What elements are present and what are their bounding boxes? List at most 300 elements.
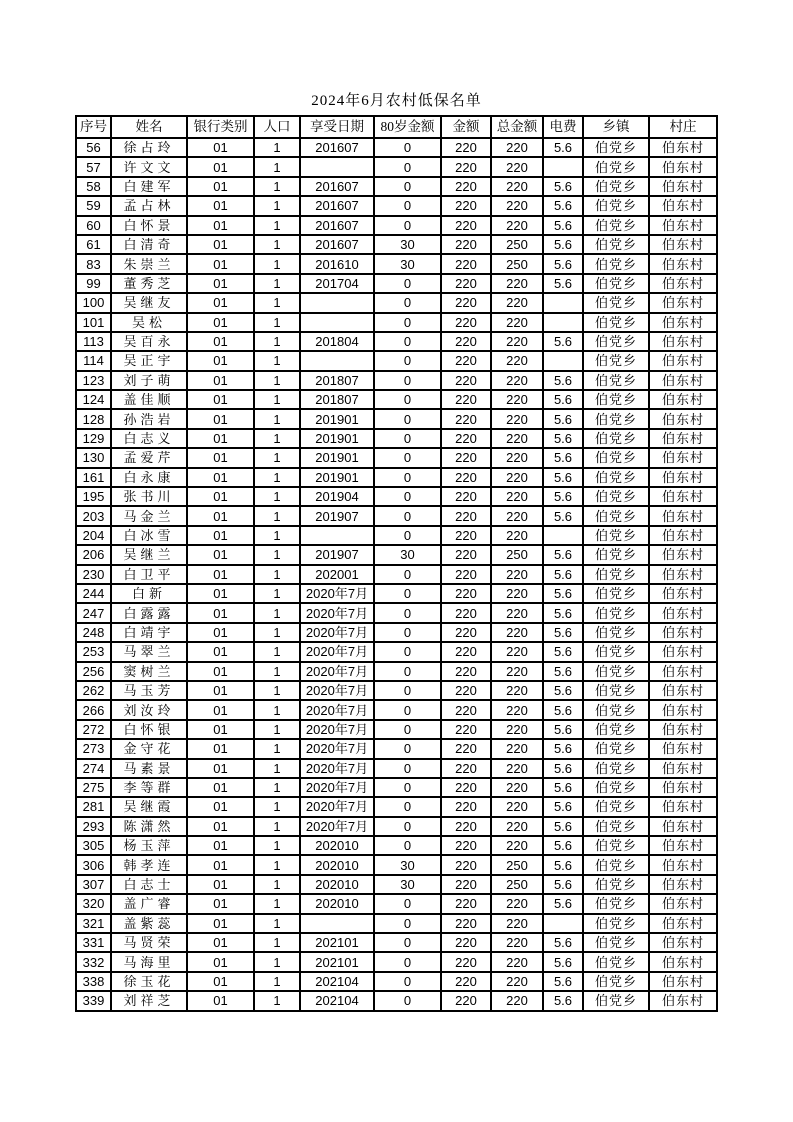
table-cell: 1 <box>254 662 300 681</box>
table-cell: 202010 <box>300 875 374 894</box>
table-cell: 伯东村 <box>649 138 717 157</box>
table-cell: 伯东村 <box>649 720 717 739</box>
table-row <box>76 293 717 312</box>
table-cell: 01 <box>187 642 254 661</box>
table-cell: 0 <box>374 468 441 487</box>
table-cell: 1 <box>254 933 300 952</box>
table-cell: 1 <box>254 991 300 1010</box>
table-cell: 伯党乡 <box>583 351 649 370</box>
table-row <box>76 448 717 467</box>
table-cell: 201901 <box>300 429 374 448</box>
table-cell: 徐占玲 <box>111 138 187 157</box>
table-cell: 伯东村 <box>649 351 717 370</box>
table-cell: 5.6 <box>543 565 583 584</box>
table-cell <box>543 526 583 545</box>
table-cell: 250 <box>491 254 543 273</box>
table-cell: 5.6 <box>543 409 583 428</box>
table-cell: 5.6 <box>543 662 583 681</box>
table-cell: 0 <box>374 952 441 971</box>
table-cell: 5.6 <box>543 700 583 719</box>
table-row <box>76 894 717 913</box>
table-cell: 01 <box>187 293 254 312</box>
table-row <box>76 952 717 971</box>
table-cell: 吴继兰 <box>111 545 187 564</box>
table-cell: 5.6 <box>543 371 583 390</box>
table-cell: 李等群 <box>111 778 187 797</box>
table-cell: 201901 <box>300 409 374 428</box>
table-cell: 5.6 <box>543 274 583 293</box>
table-cell: 01 <box>187 332 254 351</box>
table-cell: 伯东村 <box>649 817 717 836</box>
table-cell: 281 <box>76 797 111 816</box>
table-cell: 220 <box>441 972 491 991</box>
table-cell: 01 <box>187 177 254 196</box>
table-cell: 128 <box>76 409 111 428</box>
table-cell: 5.6 <box>543 216 583 235</box>
table-cell: 220 <box>491 797 543 816</box>
table-cell: 201607 <box>300 138 374 157</box>
table-cell: 伯东村 <box>649 254 717 273</box>
table-cell: 201807 <box>300 390 374 409</box>
table-cell: 220 <box>491 739 543 758</box>
table-cell <box>543 293 583 312</box>
table-cell: 伯党乡 <box>583 894 649 913</box>
table-cell: 5.6 <box>543 623 583 642</box>
table-row <box>76 720 717 739</box>
table-cell: 220 <box>441 875 491 894</box>
table-cell: 伯东村 <box>649 894 717 913</box>
table-cell: 220 <box>441 254 491 273</box>
table-cell: 马素景 <box>111 759 187 778</box>
table-cell: 30 <box>374 235 441 254</box>
table-cell: 吴正宇 <box>111 351 187 370</box>
table-cell: 220 <box>491 991 543 1010</box>
table-cell: 220 <box>441 797 491 816</box>
table-cell: 220 <box>491 894 543 913</box>
table-cell: 5.6 <box>543 545 583 564</box>
table-cell: 1 <box>254 952 300 971</box>
table-cell: 220 <box>491 332 543 351</box>
table-cell: 201607 <box>300 235 374 254</box>
table-cell: 338 <box>76 972 111 991</box>
table-cell: 1 <box>254 196 300 215</box>
table-row <box>76 138 717 157</box>
table-cell: 0 <box>374 429 441 448</box>
table-cell: 01 <box>187 448 254 467</box>
table-cell: 0 <box>374 138 441 157</box>
table-cell: 220 <box>491 274 543 293</box>
table-cell: 伯东村 <box>649 778 717 797</box>
table-cell: 伯党乡 <box>583 196 649 215</box>
table-row <box>76 196 717 215</box>
table-row <box>76 177 717 196</box>
table-cell: 01 <box>187 914 254 933</box>
table-cell: 1 <box>254 836 300 855</box>
column-header: 80岁金额 <box>374 116 441 138</box>
table-cell: 5.6 <box>543 390 583 409</box>
table-cell: 2020年7月 <box>300 797 374 816</box>
table-cell: 161 <box>76 468 111 487</box>
table-cell: 58 <box>76 177 111 196</box>
table-cell: 339 <box>76 991 111 1010</box>
table-cell: 伯东村 <box>649 235 717 254</box>
table-cell: 220 <box>491 952 543 971</box>
table-row <box>76 875 717 894</box>
table-cell: 伯党乡 <box>583 565 649 584</box>
table-row <box>76 817 717 836</box>
table-cell: 1 <box>254 526 300 545</box>
table-cell: 201704 <box>300 274 374 293</box>
table-header <box>76 116 717 138</box>
table-cell: 60 <box>76 216 111 235</box>
table-cell: 220 <box>441 565 491 584</box>
table-cell <box>300 351 374 370</box>
table-cell: 01 <box>187 487 254 506</box>
table-row <box>76 526 717 545</box>
table-cell: 伯党乡 <box>583 138 649 157</box>
table-cell: 99 <box>76 274 111 293</box>
table-cell: 2020年7月 <box>300 662 374 681</box>
table-cell: 伯东村 <box>649 429 717 448</box>
table-cell: 伯党乡 <box>583 952 649 971</box>
table-cell: 伯东村 <box>649 371 717 390</box>
table-cell: 293 <box>76 817 111 836</box>
table-cell: 220 <box>441 778 491 797</box>
table-cell: 伯东村 <box>649 487 717 506</box>
table-cell: 5.6 <box>543 468 583 487</box>
table-cell: 1 <box>254 506 300 525</box>
table-cell: 01 <box>187 952 254 971</box>
table-cell: 01 <box>187 351 254 370</box>
table-cell: 220 <box>441 196 491 215</box>
table-cell: 201607 <box>300 196 374 215</box>
table-row <box>76 371 717 390</box>
table-cell: 220 <box>491 681 543 700</box>
table-cell: 220 <box>491 526 543 545</box>
table-row <box>76 623 717 642</box>
table-cell: 220 <box>441 894 491 913</box>
table-cell: 伯党乡 <box>583 429 649 448</box>
table-cell: 253 <box>76 642 111 661</box>
table-cell: 220 <box>441 216 491 235</box>
table-cell: 332 <box>76 952 111 971</box>
table-cell: 220 <box>441 662 491 681</box>
column-header: 电费 <box>543 116 583 138</box>
table-cell: 220 <box>441 235 491 254</box>
table-cell: 伯党乡 <box>583 623 649 642</box>
table-cell: 250 <box>491 235 543 254</box>
table-cell: 220 <box>491 468 543 487</box>
table-cell: 220 <box>491 817 543 836</box>
table-cell: 230 <box>76 565 111 584</box>
table-cell: 220 <box>491 584 543 603</box>
table-cell: 0 <box>374 177 441 196</box>
table-cell: 01 <box>187 409 254 428</box>
table-cell: 马贤荣 <box>111 933 187 952</box>
table-cell: 0 <box>374 603 441 622</box>
table-cell: 5.6 <box>543 429 583 448</box>
table-cell: 220 <box>441 274 491 293</box>
table-cell: 0 <box>374 293 441 312</box>
table-cell: 1 <box>254 332 300 351</box>
table-cell: 201901 <box>300 468 374 487</box>
table-cell: 5.6 <box>543 177 583 196</box>
table-cell: 许文文 <box>111 157 187 176</box>
table-cell: 01 <box>187 875 254 894</box>
table-cell: 123 <box>76 371 111 390</box>
table-cell: 220 <box>491 429 543 448</box>
table-cell: 伯党乡 <box>583 797 649 816</box>
table-cell: 220 <box>491 720 543 739</box>
column-header: 姓名 <box>111 116 187 138</box>
table-cell: 220 <box>491 196 543 215</box>
table-cell: 伯党乡 <box>583 855 649 874</box>
table-cell: 220 <box>441 429 491 448</box>
table-cell: 伯东村 <box>649 293 717 312</box>
table-cell <box>300 157 374 176</box>
table-cell: 248 <box>76 623 111 642</box>
table-cell: 伯党乡 <box>583 914 649 933</box>
table-cell: 0 <box>374 526 441 545</box>
table-cell: 204 <box>76 526 111 545</box>
table-cell: 2020年7月 <box>300 759 374 778</box>
header-row <box>76 116 717 138</box>
table-cell: 321 <box>76 914 111 933</box>
table-cell: 01 <box>187 623 254 642</box>
table-row <box>76 584 717 603</box>
table-cell: 陈潇然 <box>111 817 187 836</box>
column-header: 村庄 <box>649 116 717 138</box>
welfare-roster-table <box>75 115 718 1012</box>
table-cell: 5.6 <box>543 817 583 836</box>
table-cell: 01 <box>187 506 254 525</box>
table-cell: 01 <box>187 855 254 874</box>
table-row <box>76 972 717 991</box>
table-cell: 1 <box>254 545 300 564</box>
table-cell: 2020年7月 <box>300 720 374 739</box>
table-cell: 伯东村 <box>649 332 717 351</box>
table-cell: 伯党乡 <box>583 390 649 409</box>
table-cell: 0 <box>374 487 441 506</box>
table-cell: 白怀银 <box>111 720 187 739</box>
table-cell: 01 <box>187 526 254 545</box>
table-cell <box>300 293 374 312</box>
table-cell: 伯东村 <box>649 952 717 971</box>
table-cell: 伯东村 <box>649 506 717 525</box>
table-cell: 01 <box>187 759 254 778</box>
table-cell: 伯东村 <box>649 933 717 952</box>
table-cell: 266 <box>76 700 111 719</box>
table-cell: 杨玉萍 <box>111 836 187 855</box>
table-cell: 01 <box>187 390 254 409</box>
table-cell: 01 <box>187 797 254 816</box>
table-cell: 5.6 <box>543 332 583 351</box>
table-cell: 201804 <box>300 332 374 351</box>
table-cell: 220 <box>491 836 543 855</box>
column-header: 银行类别 <box>187 116 254 138</box>
table-cell: 0 <box>374 216 441 235</box>
table-cell: 220 <box>441 991 491 1010</box>
table-cell: 5.6 <box>543 720 583 739</box>
table-cell: 伯党乡 <box>583 235 649 254</box>
table-cell: 220 <box>441 739 491 758</box>
table-cell: 孙浩岩 <box>111 409 187 428</box>
table-cell: 5.6 <box>543 797 583 816</box>
table-cell: 220 <box>491 371 543 390</box>
table-cell: 伯党乡 <box>583 274 649 293</box>
table-cell: 马翠兰 <box>111 642 187 661</box>
table-row <box>76 429 717 448</box>
table-cell: 01 <box>187 933 254 952</box>
table-row <box>76 797 717 816</box>
table-cell: 1 <box>254 759 300 778</box>
table-cell: 刘祥芝 <box>111 991 187 1010</box>
table-cell: 220 <box>441 817 491 836</box>
table-cell: 2020年7月 <box>300 642 374 661</box>
table-cell: 220 <box>491 157 543 176</box>
table-cell: 1 <box>254 351 300 370</box>
table-cell: 220 <box>441 681 491 700</box>
table-row <box>76 662 717 681</box>
table-cell: 220 <box>441 313 491 332</box>
table-cell: 伯党乡 <box>583 642 649 661</box>
table-cell: 伯东村 <box>649 642 717 661</box>
table-cell: 伯党乡 <box>583 254 649 273</box>
table-cell: 30 <box>374 875 441 894</box>
table-cell: 伯东村 <box>649 972 717 991</box>
table-cell: 01 <box>187 584 254 603</box>
table-cell: 伯东村 <box>649 681 717 700</box>
table-cell: 129 <box>76 429 111 448</box>
table-row <box>76 836 717 855</box>
table-row <box>76 855 717 874</box>
table-cell: 1 <box>254 642 300 661</box>
table-cell: 247 <box>76 603 111 622</box>
table-cell: 1 <box>254 409 300 428</box>
table-cell: 220 <box>441 584 491 603</box>
table-cell: 白志义 <box>111 429 187 448</box>
table-cell: 5.6 <box>543 759 583 778</box>
table-cell: 5.6 <box>543 836 583 855</box>
table-cell: 0 <box>374 313 441 332</box>
table-cell: 124 <box>76 390 111 409</box>
table-cell: 01 <box>187 565 254 584</box>
table-cell: 201907 <box>300 545 374 564</box>
table-row <box>76 759 717 778</box>
table-cell: 01 <box>187 545 254 564</box>
table-cell: 220 <box>491 351 543 370</box>
table-cell: 伯东村 <box>649 313 717 332</box>
table-cell: 274 <box>76 759 111 778</box>
table-cell: 伯东村 <box>649 700 717 719</box>
table-cell: 伯党乡 <box>583 216 649 235</box>
table-cell: 伯东村 <box>649 177 717 196</box>
table-cell: 伯东村 <box>649 409 717 428</box>
table-cell: 220 <box>441 855 491 874</box>
table-cell: 30 <box>374 254 441 273</box>
table-cell: 0 <box>374 720 441 739</box>
table-cell: 220 <box>491 972 543 991</box>
table-cell: 1 <box>254 157 300 176</box>
table-cell: 白新 <box>111 584 187 603</box>
table-cell: 2020年7月 <box>300 700 374 719</box>
table-cell: 201607 <box>300 177 374 196</box>
table-cell: 伯东村 <box>649 390 717 409</box>
table-cell: 273 <box>76 739 111 758</box>
table-cell: 01 <box>187 836 254 855</box>
table-row <box>76 991 717 1010</box>
table-row <box>76 390 717 409</box>
table-row <box>76 545 717 564</box>
table-cell: 伯东村 <box>649 797 717 816</box>
table-cell: 202104 <box>300 972 374 991</box>
table-cell: 5.6 <box>543 196 583 215</box>
table-cell: 220 <box>441 448 491 467</box>
table-cell: 220 <box>441 506 491 525</box>
table-cell: 伯东村 <box>649 565 717 584</box>
table-cell: 30 <box>374 545 441 564</box>
table-cell: 0 <box>374 817 441 836</box>
table-cell: 201610 <box>300 254 374 273</box>
table-cell: 1 <box>254 855 300 874</box>
table-cell: 220 <box>441 390 491 409</box>
table-cell: 马玉芳 <box>111 681 187 700</box>
table-row <box>76 933 717 952</box>
table-cell: 刘汝玲 <box>111 700 187 719</box>
table-cell: 59 <box>76 196 111 215</box>
table-cell: 220 <box>441 371 491 390</box>
table-cell: 220 <box>491 700 543 719</box>
table-cell: 0 <box>374 506 441 525</box>
table-cell: 331 <box>76 933 111 952</box>
table-row <box>76 254 717 273</box>
table-cell: 0 <box>374 274 441 293</box>
table-body <box>76 138 717 1011</box>
table-cell: 1 <box>254 681 300 700</box>
table-cell: 202010 <box>300 855 374 874</box>
table-cell: 伯东村 <box>649 216 717 235</box>
table-row <box>76 157 717 176</box>
table-cell: 0 <box>374 681 441 700</box>
table-cell: 窦树兰 <box>111 662 187 681</box>
table-cell: 262 <box>76 681 111 700</box>
column-header: 序号 <box>76 116 111 138</box>
table-cell: 伯东村 <box>649 274 717 293</box>
table-cell: 1 <box>254 894 300 913</box>
table-cell: 1 <box>254 584 300 603</box>
table-cell: 伯东村 <box>649 623 717 642</box>
table-cell: 伯党乡 <box>583 603 649 622</box>
table-cell: 220 <box>441 157 491 176</box>
table-row <box>76 409 717 428</box>
table-cell: 201904 <box>300 487 374 506</box>
table-cell: 220 <box>441 720 491 739</box>
table-cell: 201907 <box>300 506 374 525</box>
table-cell: 220 <box>441 177 491 196</box>
table-cell: 1 <box>254 429 300 448</box>
table-cell: 白靖宇 <box>111 623 187 642</box>
table-cell: 0 <box>374 662 441 681</box>
table-cell: 1 <box>254 797 300 816</box>
table-cell: 256 <box>76 662 111 681</box>
table-cell: 5.6 <box>543 506 583 525</box>
table-cell: 01 <box>187 817 254 836</box>
table-cell: 1 <box>254 468 300 487</box>
table-cell: 01 <box>187 313 254 332</box>
table-cell: 5.6 <box>543 952 583 971</box>
table-cell: 1 <box>254 313 300 332</box>
table-row <box>76 313 717 332</box>
